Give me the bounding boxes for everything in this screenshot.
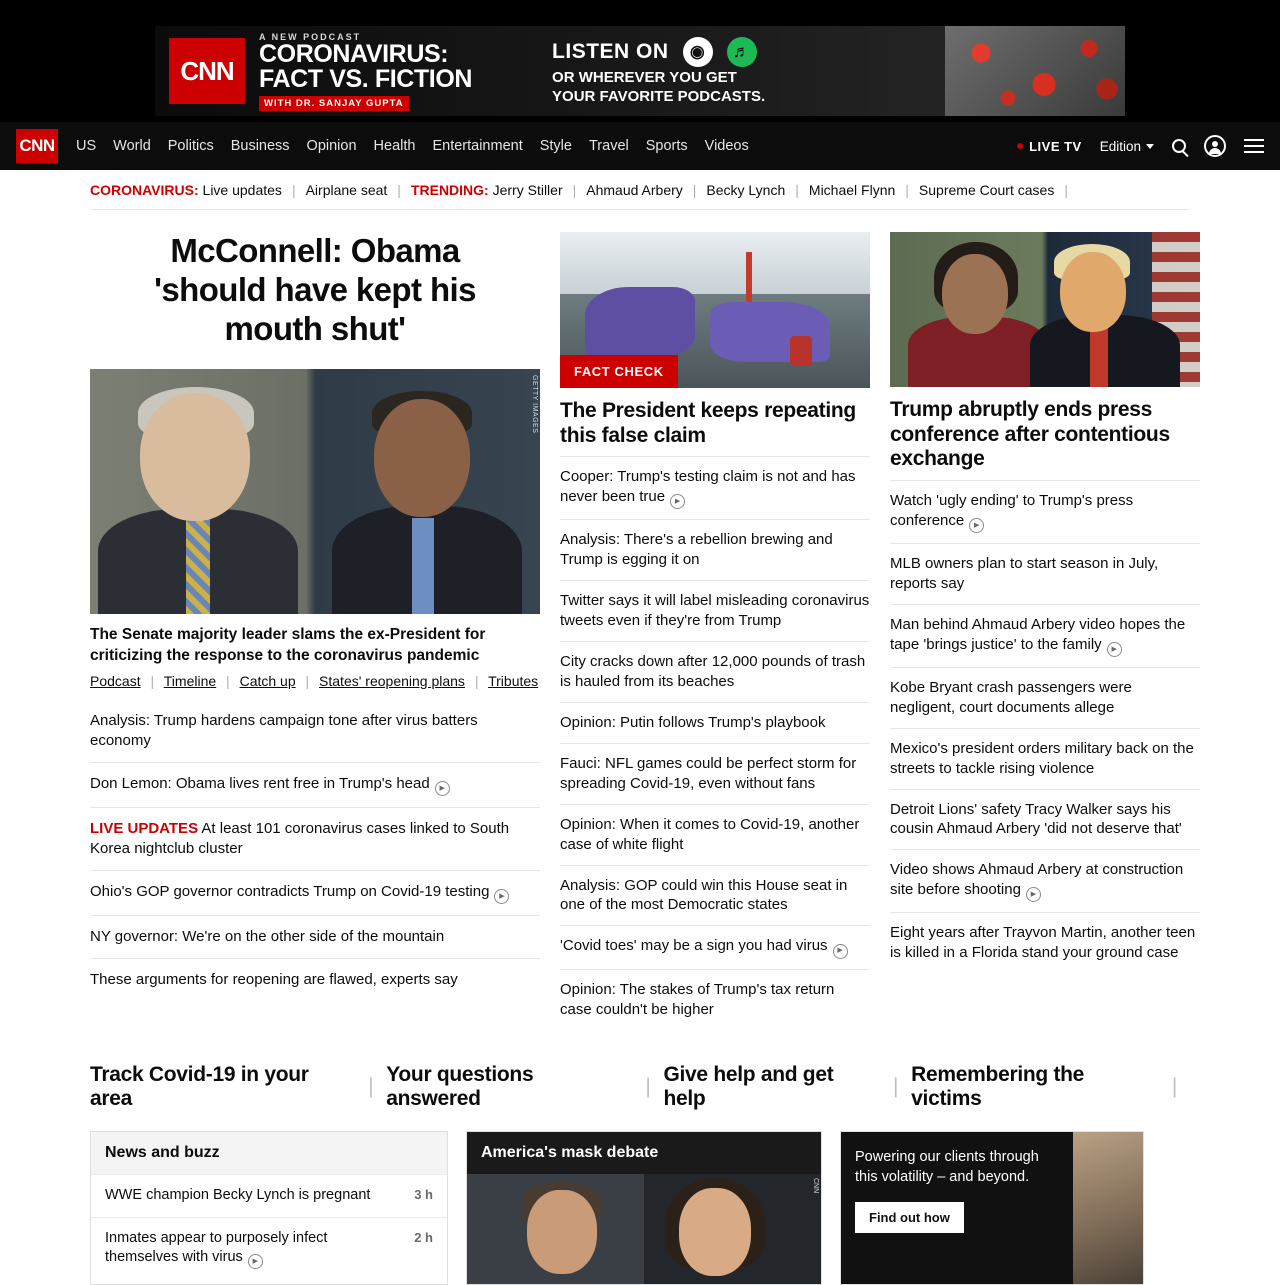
story-link[interactable]: Eight years after Trayvon Martin, another teen is killed in a Florida stand your ground case: [890, 924, 1196, 962]
nav-item-sports[interactable]: Sports: [645, 138, 688, 154]
list-item[interactable]: [560, 456, 870, 519]
story-link[interactable]: Inmates appear to purposely infect themselves with virus: [105, 1229, 328, 1265]
ad-where-line1: OR WHEREVER YOU GET: [552, 68, 737, 86]
live-tv-button[interactable]: [1017, 139, 1082, 154]
section-sep-1: |: [368, 1075, 374, 1099]
apple-podcasts-icon[interactable]: ◉: [683, 37, 713, 67]
trending-sep-2: |: [397, 182, 401, 198]
list-item[interactable]: [890, 728, 1200, 789]
press-conference-image[interactable]: [890, 232, 1200, 387]
ad-title-line2: FACT VS. FICTION: [259, 65, 473, 93]
story-link[interactable]: WWE champion Becky Lynch is pregnant: [105, 1187, 371, 1204]
trending-sep-3: |: [572, 182, 577, 198]
lead-story-list: [90, 699, 540, 1002]
chevron-down-icon: [1146, 144, 1154, 149]
lead-link-timeline[interactable]: Timeline: [163, 672, 217, 689]
story-link[interactable]: Analysis: Trump hardens campaign tone after virus batters economy: [90, 711, 478, 749]
nav-item-style[interactable]: Style: [539, 138, 572, 154]
trending-sep-5: |: [795, 182, 799, 198]
list-item[interactable]: [890, 789, 1200, 850]
news-and-buzz-card: [90, 1131, 448, 1285]
covid-section-links: [90, 1063, 1190, 1125]
lead-story-column: [90, 232, 540, 1029]
timestamp: 3 h: [414, 1187, 433, 1203]
lead-link-reopening-plans[interactable]: States' reopening plans: [319, 672, 465, 689]
bottom-cards: [90, 1131, 1190, 1285]
list-item[interactable]: [90, 807, 540, 870]
story-link[interactable]: City cracks down after 12,000 pounds of trash is hauled from its beaches: [560, 652, 866, 690]
nav-item-videos[interactable]: Videos: [704, 138, 749, 154]
trending-sep-6: |: [905, 182, 909, 198]
lead-link-sep-3: |: [305, 672, 310, 689]
list-item[interactable]: [91, 1174, 447, 1216]
reporter-face: [942, 254, 1008, 334]
trending-live-updates[interactable]: Live updates: [202, 182, 282, 198]
ad-virus-artwork: [945, 26, 1125, 116]
trending-item-becky-lynch[interactable]: Becky Lynch: [706, 182, 786, 198]
gloved-hand-left: [585, 287, 695, 357]
gloved-hand-right: [710, 302, 830, 362]
ad-text-block: [259, 32, 472, 111]
story-link[interactable]: Video shows Ahmaud Arbery at construction site before shooting: [890, 861, 1184, 899]
list-item[interactable]: [890, 480, 1200, 543]
story-link[interactable]: NY governor: We're on the other side of the mountain: [90, 928, 445, 946]
list-item[interactable]: [90, 915, 540, 958]
nav-item-politics[interactable]: Politics: [167, 138, 214, 154]
podcast-ad-banner[interactable]: [155, 26, 1125, 116]
trending-sep-1: |: [291, 182, 296, 198]
fact-check-badge: FACT CHECK: [560, 355, 678, 388]
section-sep-3: |: [893, 1075, 899, 1099]
live-tv-label: LIVE TV: [1029, 138, 1082, 154]
lead-dek[interactable]: The Senate majority leader slams the ex-President for criticizing the response to the coronavirus pandemic: [90, 625, 486, 665]
hamburger-bar-2: [1244, 145, 1264, 147]
fact-check-story-list: [560, 456, 870, 1029]
main-navigation: [0, 122, 1280, 170]
nav-item-us[interactable]: US: [76, 138, 97, 154]
lead-sub-links: [90, 673, 540, 689]
ad-cnn-logo: CNN: [169, 38, 245, 104]
trending-sep-7: |: [1064, 182, 1068, 198]
press-conference-story-list: [890, 480, 1200, 974]
mcconnell-tie: [186, 519, 210, 614]
list-item[interactable]: [890, 543, 1200, 604]
press-conference-column: [890, 232, 1200, 1029]
story-link[interactable]: Detroit Lions' safety Tracy Walker says his cousin Ahmaud Arbery 'did not deserve that': [890, 800, 1182, 838]
trending-item-jerry-stiller[interactable]: Jerry Stiller: [492, 182, 563, 198]
ad-title-line1: CORONAVIRUS:: [259, 39, 449, 68]
play-icon[interactable]: ▶: [1107, 642, 1122, 657]
promo-copy: Powering our clients through this volatility – and beyond.: [855, 1149, 1039, 1185]
section-link-give-help[interactable]: Give help and get help: [663, 1063, 834, 1111]
list-item[interactable]: [560, 743, 870, 804]
story-link[interactable]: Ohio's GOP governor contradicts Trump on Covid-19 testing: [90, 883, 490, 901]
trending-item-ahmaud-arbery[interactable]: Ahmaud Arbery: [586, 182, 683, 198]
play-icon[interactable]: ▶: [833, 944, 848, 959]
list-item[interactable]: [560, 969, 870, 1030]
lead-story-image[interactable]: [90, 369, 540, 614]
story-link[interactable]: Analysis: There's a rebellion brewing and Trump is egging it on: [560, 531, 833, 569]
nav-item-entertainment[interactable]: Entertainment: [432, 138, 523, 154]
lead-link-sep-1: |: [150, 672, 155, 689]
nav-item-travel[interactable]: Travel: [588, 138, 629, 154]
edition-label: Edition: [1099, 138, 1141, 154]
list-item[interactable]: [560, 641, 870, 702]
list-item[interactable]: [90, 958, 540, 1001]
hamburger-bar-1: [1244, 139, 1264, 141]
list-item[interactable]: [90, 870, 540, 915]
play-icon[interactable]: ▶: [1026, 887, 1041, 902]
nav-item-business[interactable]: Business: [230, 138, 290, 154]
mask-debate-card: [466, 1131, 822, 1285]
story-link[interactable]: Watch 'ugly ending' to Trump's press conference: [890, 491, 1134, 529]
find-out-how-button[interactable]: Find out how: [855, 1202, 964, 1233]
list-item[interactable]: [560, 702, 870, 743]
nav-right-cluster: [1017, 135, 1264, 157]
story-link[interactable]: Opinion: Putin follows Trump's playbook: [560, 713, 826, 731]
story-link[interactable]: These arguments for reopening are flawed, experts say: [90, 971, 458, 989]
play-icon[interactable]: ▶: [248, 1254, 263, 1269]
list-item[interactable]: [560, 925, 870, 968]
image-credit: GETTY IMAGES: [531, 374, 538, 434]
lead-link-sep-2: |: [226, 672, 230, 689]
lead-link-sep-4: |: [474, 672, 479, 689]
search-icon: [1172, 139, 1186, 153]
ad-listen-row: [552, 37, 765, 67]
lead-link-tributes[interactable]: Tributes: [488, 672, 539, 689]
person-one-face: [527, 1190, 597, 1274]
promo-text-block: [841, 1132, 1073, 1284]
mask-debate-image[interactable]: [467, 1174, 821, 1284]
live-dot-icon: [1017, 143, 1023, 149]
sponsor-promo-card[interactable]: [840, 1131, 1144, 1285]
story-link[interactable]: Kobe Bryant crash passengers were negligent, court documents allege: [890, 678, 1132, 716]
cnn-logo[interactable]: CNN: [16, 129, 58, 163]
list-item[interactable]: [560, 804, 870, 865]
list-item[interactable]: [560, 865, 870, 926]
list-item[interactable]: [560, 580, 870, 641]
list-item[interactable]: [90, 699, 540, 762]
section-sep-4: |: [1171, 1075, 1177, 1099]
story-link[interactable]: Cooper: Trump's testing claim is not and has never been true: [560, 468, 856, 506]
story-link[interactable]: Don Lemon: Obama lives rent free in Trump's head: [90, 774, 430, 792]
mask-debate-title: America's mask debate: [467, 1132, 821, 1174]
story-link[interactable]: Analysis: GOP could win this House seat in one of the most Democratic states: [560, 876, 848, 914]
story-link[interactable]: 'Covid toes' may be a sign you had virus: [560, 937, 828, 955]
trump-face: [1060, 252, 1126, 332]
mask-image-credit: CNN: [812, 1178, 819, 1194]
story-link[interactable]: Twitter says it will label misleading coronavirus tweets even if they're from Trump: [560, 592, 870, 630]
list-item[interactable]: [91, 1217, 447, 1280]
news-and-buzz-title: News and buzz: [91, 1132, 447, 1174]
fact-check-column: [560, 232, 870, 1029]
play-icon[interactable]: ▶: [494, 889, 509, 904]
account-button[interactable]: [1204, 135, 1226, 157]
nav-item-opinion[interactable]: Opinion: [306, 138, 357, 154]
story-link-wrapper: [105, 1229, 404, 1269]
edition-selector[interactable]: [1100, 139, 1154, 154]
ad-subtitle: WITH DR. SANJAY GUPTA: [259, 96, 409, 111]
story-link[interactable]: Mexico's president orders military back on the streets to tackle rising violence: [890, 739, 1194, 777]
ad-listen-label: LISTEN ON: [552, 39, 669, 63]
ad-listen-block: [552, 37, 765, 106]
list-item[interactable]: [90, 762, 540, 807]
nav-links: [76, 138, 749, 154]
trending-airplane-seat[interactable]: Airplane seat: [305, 182, 388, 198]
trending-label: TRENDING:: [410, 182, 489, 198]
ad-where-line2: YOUR FAVORITE PODCASTS.: [552, 88, 766, 105]
lead-headline[interactable]: McConnell: Obama 'should have kept his mouth shut': [154, 232, 476, 347]
list-item[interactable]: [560, 519, 870, 580]
story-link[interactable]: MLB owners plan to start season in July, reports say: [890, 554, 1159, 592]
story-link[interactable]: Opinion: When it comes to Covid-19, another case of white flight: [560, 815, 860, 853]
sample-vial: [790, 336, 812, 366]
hamburger-bar-3: [1244, 151, 1264, 153]
story-link[interactable]: Opinion: The stakes of Trump's tax return case couldn't be higher: [560, 980, 835, 1018]
obama-face: [374, 399, 470, 517]
top-ad-strip: [0, 0, 1280, 122]
play-icon[interactable]: ▶: [435, 781, 450, 796]
story-link[interactable]: At least 101 coronavirus cases linked to South Korea nightclub cluster: [90, 819, 510, 858]
play-icon[interactable]: ▶: [969, 518, 984, 533]
story-link[interactable]: Fauci: NFL games could be perfect storm for spreading Covid-19, even without fans: [560, 754, 857, 792]
section-link-track-covid[interactable]: Track Covid-19 in your area: [90, 1063, 309, 1111]
fact-check-image[interactable]: [560, 232, 870, 388]
search-button[interactable]: [1172, 139, 1186, 153]
main-content: [90, 210, 1196, 1029]
list-item[interactable]: [890, 849, 1200, 912]
lead-link-podcast[interactable]: Podcast: [90, 672, 141, 689]
section-link-questions-answered[interactable]: Your questions answered: [386, 1063, 534, 1111]
user-icon: [1204, 135, 1226, 157]
lead-link-catch-up[interactable]: Catch up: [239, 672, 296, 689]
fact-check-headline[interactable]: The President keeps repeating this false claim: [560, 399, 856, 447]
coronavirus-label: CORONAVIRUS:: [90, 182, 199, 198]
list-item[interactable]: [890, 604, 1200, 667]
trending-item-michael-flynn[interactable]: Michael Flynn: [808, 182, 896, 198]
trending-item-supreme-court-cases[interactable]: Supreme Court cases: [918, 182, 1055, 198]
ad-kicker: A NEW PODCAST: [259, 31, 362, 42]
story-link[interactable]: Man behind Ahmaud Arbery video hopes the tape 'brings justice' to the family: [890, 615, 1186, 653]
top-stories-grid: [90, 210, 1196, 1029]
trending-bar: [90, 170, 1190, 210]
section-sep-2: |: [645, 1075, 651, 1099]
section-link-remembering-victims[interactable]: Remembering the victims: [911, 1063, 1085, 1111]
list-item[interactable]: [890, 667, 1200, 728]
lab-gown: [560, 232, 870, 294]
trending-sep-4: |: [692, 182, 697, 198]
press-conference-headline[interactable]: Trump abruptly ends press conference after contentious exchange: [890, 398, 1170, 471]
nav-item-health[interactable]: Health: [373, 138, 416, 154]
timestamp: 2 h: [414, 1229, 433, 1245]
nav-item-world[interactable]: World: [113, 138, 151, 154]
list-item[interactable]: [890, 912, 1200, 973]
person-two-face: [679, 1188, 751, 1276]
spotify-icon[interactable]: ♬: [727, 37, 757, 67]
live-updates-badge: LIVE UPDATES: [90, 819, 199, 837]
obama-tie: [412, 518, 434, 614]
promo-image: [1073, 1132, 1143, 1284]
menu-button[interactable]: [1244, 139, 1264, 153]
play-icon[interactable]: ▶: [670, 494, 685, 509]
mcconnell-face: [140, 393, 250, 521]
